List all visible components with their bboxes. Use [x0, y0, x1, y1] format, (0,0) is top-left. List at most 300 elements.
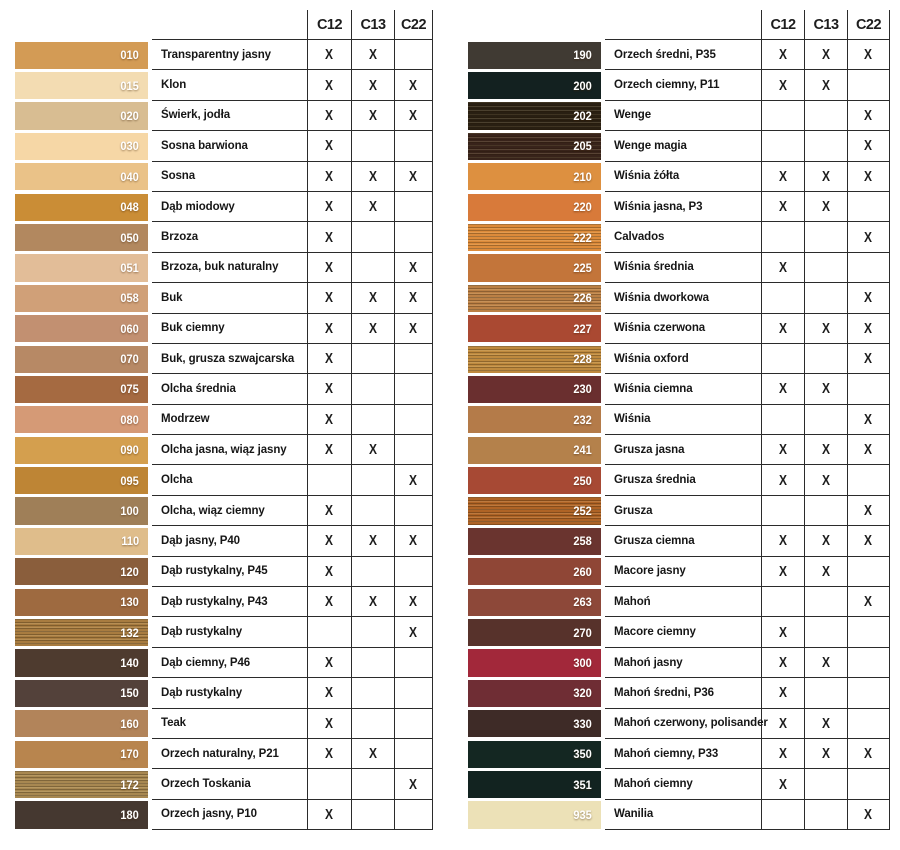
table-row [468, 101, 890, 131]
mark-cell-c12 [308, 374, 352, 404]
mark-cell-c13 [805, 557, 848, 587]
table-row [15, 374, 433, 404]
mark-cell-c12 [308, 131, 352, 161]
mark-cell-c12 [762, 557, 805, 587]
mark-cell-c22 [395, 526, 433, 556]
check-mark: X [778, 471, 787, 489]
mark-cell-c12 [308, 678, 352, 708]
check-mark: X [864, 228, 873, 246]
color-code: 075 [120, 382, 139, 397]
mark-cell-c13 [805, 344, 848, 374]
mark-cell-c12 [308, 557, 352, 587]
right-table-header-row [468, 10, 890, 40]
color-code: 180 [120, 807, 139, 822]
color-swatch [468, 346, 601, 373]
check-mark: X [368, 532, 377, 550]
table-row [468, 709, 890, 739]
table-row [468, 557, 890, 587]
color-name: Olcha [152, 465, 308, 495]
color-swatch [15, 680, 148, 707]
mark-cell-c22 [395, 374, 433, 404]
mark-cell-c22 [848, 344, 890, 374]
color-swatch [15, 346, 148, 373]
color-swatch [15, 376, 148, 403]
color-swatch [15, 497, 148, 524]
swatch-cell [468, 557, 605, 587]
mark-cell-c13 [805, 800, 848, 830]
swatch-cell [468, 162, 605, 192]
check-mark: X [325, 745, 334, 763]
mark-cell-c13 [352, 405, 395, 435]
color-swatch [15, 649, 148, 676]
swatch-cell [468, 40, 605, 70]
color-name: Teak [152, 709, 308, 739]
color-swatch [468, 133, 601, 160]
color-swatch [468, 42, 601, 69]
mark-cell-c12 [762, 101, 805, 131]
swatch-cell [15, 678, 152, 708]
swatch-cell [15, 800, 152, 830]
table-row [15, 739, 433, 769]
table-row [15, 678, 433, 708]
table-row [15, 344, 433, 374]
check-mark: X [409, 76, 418, 94]
table-row [468, 496, 890, 526]
color-code: 222 [573, 230, 592, 245]
table-row [468, 648, 890, 678]
mark-cell-c12 [308, 40, 352, 70]
color-swatch [15, 102, 148, 129]
mark-cell-c12 [308, 435, 352, 465]
color-name: Sosna barwiona [152, 131, 308, 161]
mark-cell-c13 [352, 314, 395, 344]
table-row [15, 162, 433, 192]
table-row [15, 70, 433, 100]
color-name: Transparentny jasny [152, 40, 308, 70]
check-mark: X [864, 167, 873, 185]
mark-cell-c13 [805, 314, 848, 344]
check-mark: X [409, 532, 418, 550]
color-name: Orzech naturalny, P21 [152, 739, 308, 769]
mark-cell-c13 [352, 709, 395, 739]
mark-cell-c13 [352, 101, 395, 131]
mark-cell-c13 [805, 222, 848, 252]
table-row [15, 253, 433, 283]
color-swatch [15, 285, 148, 312]
table-row [468, 769, 890, 799]
mark-cell-c22 [395, 800, 433, 830]
color-swatch [15, 254, 148, 281]
check-mark: X [325, 198, 334, 216]
check-mark: X [864, 532, 873, 550]
check-mark: X [778, 167, 787, 185]
mark-cell-c13 [352, 374, 395, 404]
check-mark: X [778, 380, 787, 398]
color-code: 351 [573, 777, 592, 792]
check-mark: X [864, 137, 873, 155]
color-name: Wiśnia dworkowa [605, 283, 762, 313]
swatch-cell [15, 557, 152, 587]
color-code: 160 [120, 716, 139, 731]
table-row [15, 283, 433, 313]
swatch-cell [468, 526, 605, 556]
mark-cell-c22 [395, 557, 433, 587]
check-mark: X [325, 410, 334, 428]
color-swatch [468, 528, 601, 555]
mark-cell-c13 [352, 435, 395, 465]
swatch-cell [15, 374, 152, 404]
color-name: Macore ciemny [605, 617, 762, 647]
color-name: Calvados [605, 222, 762, 252]
mark-cell-c13 [805, 70, 848, 100]
color-code: 225 [573, 260, 592, 275]
table-row [468, 192, 890, 222]
mark-cell-c13 [352, 253, 395, 283]
color-code: 170 [120, 747, 139, 762]
color-swatch [468, 649, 601, 676]
color-code: 210 [573, 169, 592, 184]
table-row [15, 800, 433, 830]
swatch-cell [15, 101, 152, 131]
mark-cell-c12 [308, 283, 352, 313]
color-code: 263 [573, 595, 592, 610]
column-header-c12: C12 [308, 10, 352, 40]
swatch-cell [468, 374, 605, 404]
color-swatch [468, 741, 601, 768]
table-row [468, 162, 890, 192]
swatch-cell [468, 344, 605, 374]
mark-cell-c22 [848, 101, 890, 131]
color-code: 172 [120, 777, 139, 792]
mark-cell-c22 [848, 435, 890, 465]
mark-cell-c12 [308, 70, 352, 100]
color-swatch [468, 497, 601, 524]
swatch-cell [468, 709, 605, 739]
swatch-cell [15, 465, 152, 495]
check-mark: X [368, 106, 377, 124]
swatch-cell [15, 283, 152, 313]
mark-cell-c13 [352, 678, 395, 708]
swatch-cell [15, 40, 152, 70]
color-name: Olcha jasna, wiąz jasny [152, 435, 308, 465]
swatch-cell [15, 131, 152, 161]
color-name: Dąb rustykalny, P45 [152, 557, 308, 587]
mark-cell-c22 [395, 435, 433, 465]
check-mark: X [778, 76, 787, 94]
mark-cell-c13 [352, 496, 395, 526]
check-mark: X [778, 319, 787, 337]
color-name: Buk, grusza szwajcarska [152, 344, 308, 374]
color-name: Sosna [152, 162, 308, 192]
mark-cell-c12 [308, 465, 352, 495]
color-code: 050 [120, 230, 139, 245]
mark-cell-c12 [762, 678, 805, 708]
mark-cell-c22 [848, 557, 890, 587]
mark-cell-c22 [848, 283, 890, 313]
mark-cell-c22 [395, 648, 433, 678]
check-mark: X [821, 319, 830, 337]
mark-cell-c12 [762, 283, 805, 313]
color-swatch [15, 133, 148, 160]
color-name: Dąb rustykalny [152, 678, 308, 708]
check-mark: X [409, 289, 418, 307]
mark-cell-c13 [805, 496, 848, 526]
mark-cell-c12 [762, 374, 805, 404]
color-code: 252 [573, 504, 592, 519]
check-mark: X [864, 593, 873, 611]
mark-cell-c12 [762, 709, 805, 739]
mark-cell-c22 [848, 405, 890, 435]
mark-cell-c12 [762, 162, 805, 192]
mark-cell-c12 [762, 70, 805, 100]
check-mark: X [368, 76, 377, 94]
check-mark: X [325, 805, 334, 823]
mark-cell-c12 [762, 526, 805, 556]
color-code: 051 [120, 260, 139, 275]
check-mark: X [821, 654, 830, 671]
color-code: 270 [573, 625, 592, 640]
check-mark: X [821, 714, 830, 732]
color-code: 202 [573, 108, 592, 123]
mark-cell-c12 [308, 526, 352, 556]
mark-cell-c12 [308, 162, 352, 192]
swatch-cell [15, 587, 152, 617]
mark-cell-c13 [352, 344, 395, 374]
mark-cell-c12 [308, 587, 352, 617]
mark-cell-c12 [762, 131, 805, 161]
color-name: Mahoń ciemny, P33 [605, 739, 762, 769]
color-swatch [15, 194, 148, 221]
color-code: 095 [120, 473, 139, 488]
mark-cell-c12 [308, 222, 352, 252]
check-mark: X [409, 258, 418, 276]
swatch-cell [15, 222, 152, 252]
check-mark: X [325, 532, 334, 550]
mark-cell-c13 [352, 648, 395, 678]
mark-cell-c13 [352, 557, 395, 587]
mark-cell-c22 [848, 648, 890, 678]
mark-cell-c12 [308, 739, 352, 769]
mark-cell-c12 [308, 101, 352, 131]
color-code: 320 [573, 686, 592, 701]
color-swatch [468, 801, 601, 828]
mark-cell-c22 [848, 800, 890, 830]
color-swatch [468, 254, 601, 281]
table-row [15, 709, 433, 739]
swatch-cell [15, 526, 152, 556]
mark-cell-c22 [395, 405, 433, 435]
table-row [15, 617, 433, 647]
check-mark: X [325, 502, 334, 520]
color-name: Brzoza, buk naturalny [152, 253, 308, 283]
mark-cell-c13 [352, 162, 395, 192]
mark-cell-c22 [848, 526, 890, 556]
mark-cell-c13 [805, 678, 848, 708]
check-mark: X [325, 380, 334, 398]
check-mark: X [864, 805, 873, 823]
mark-cell-c13 [805, 101, 848, 131]
color-swatch [15, 437, 148, 464]
swatch-cell [15, 405, 152, 435]
color-name: Grusza średnia [605, 465, 762, 495]
mark-cell-c22 [395, 162, 433, 192]
table-row [15, 131, 433, 161]
check-mark: X [409, 623, 418, 641]
swatch-cell [15, 70, 152, 100]
check-mark: X [778, 654, 787, 671]
check-mark: X [821, 380, 830, 398]
swatch-cell [468, 405, 605, 435]
color-name: Mahoń [605, 587, 762, 617]
table-row [15, 587, 433, 617]
mark-cell-c13 [805, 526, 848, 556]
mark-cell-c12 [308, 253, 352, 283]
color-name: Wenge [605, 101, 762, 131]
swatch-cell [15, 314, 152, 344]
swatch-cell [15, 253, 152, 283]
mark-cell-c22 [395, 40, 433, 70]
color-name: Mahoń średni, P36 [605, 678, 762, 708]
mark-cell-c13 [805, 283, 848, 313]
color-name: Wiśnia średnia [605, 253, 762, 283]
mark-cell-c22 [395, 192, 433, 222]
check-mark: X [778, 714, 787, 732]
table-row [15, 101, 433, 131]
check-mark: X [864, 46, 873, 64]
table-row [15, 192, 433, 222]
color-name: Dąb ciemny, P46 [152, 648, 308, 678]
table-row [468, 465, 890, 495]
mark-cell-c22 [848, 162, 890, 192]
color-name: Olcha, wiąz ciemny [152, 496, 308, 526]
check-mark: X [368, 46, 377, 64]
check-mark: X [821, 471, 830, 489]
color-name: Klon [152, 70, 308, 100]
check-mark: X [325, 258, 334, 276]
color-code: 080 [120, 412, 139, 427]
swatch-cell [15, 496, 152, 526]
mark-cell-c12 [762, 587, 805, 617]
swatch-cell [468, 283, 605, 313]
check-mark: X [325, 319, 334, 337]
table-row [15, 465, 433, 495]
color-name: Buk ciemny [152, 314, 308, 344]
color-swatch [468, 376, 601, 403]
mark-cell-c12 [308, 709, 352, 739]
color-code: 258 [573, 534, 592, 549]
mark-cell-c13 [352, 283, 395, 313]
check-mark: X [778, 532, 787, 550]
mark-cell-c13 [352, 131, 395, 161]
color-name: Grusza [605, 496, 762, 526]
mark-cell-c12 [308, 192, 352, 222]
color-code: 230 [573, 382, 592, 397]
check-mark: X [325, 46, 334, 64]
color-name: Wenge magia [605, 131, 762, 161]
header-name-spacer [605, 10, 762, 40]
color-name: Brzoza [152, 222, 308, 252]
color-swatch [15, 528, 148, 555]
mark-cell-c12 [762, 800, 805, 830]
mark-cell-c13 [805, 587, 848, 617]
mark-cell-c22 [848, 465, 890, 495]
swatch-cell [15, 192, 152, 222]
color-swatch [468, 680, 601, 707]
mark-cell-c22 [848, 587, 890, 617]
table-row [15, 648, 433, 678]
check-mark: X [325, 289, 334, 307]
color-swatch [468, 194, 601, 221]
swatch-cell [468, 648, 605, 678]
mark-cell-c12 [308, 344, 352, 374]
mark-cell-c13 [805, 648, 848, 678]
column-header-c22: C22 [848, 10, 890, 40]
table-row [468, 253, 890, 283]
color-code: 228 [573, 352, 592, 367]
color-swatch [15, 771, 148, 798]
table-row [468, 800, 890, 830]
color-code: 150 [120, 686, 139, 701]
mark-cell-c22 [848, 617, 890, 647]
header-swatch-spacer [15, 10, 152, 40]
color-code: 226 [573, 291, 592, 306]
table-row [468, 617, 890, 647]
color-code: 260 [573, 564, 592, 579]
mark-cell-c22 [848, 678, 890, 708]
table-row [468, 526, 890, 556]
table-row [15, 405, 433, 435]
color-code: 020 [120, 108, 139, 123]
mark-cell-c13 [352, 617, 395, 647]
check-mark: X [325, 350, 334, 368]
color-code: 250 [573, 473, 592, 488]
mark-cell-c22 [395, 222, 433, 252]
color-code: 120 [120, 564, 139, 579]
color-swatch [468, 224, 601, 251]
check-mark: X [325, 167, 334, 185]
color-swatch [468, 102, 601, 129]
mark-cell-c22 [848, 709, 890, 739]
mark-cell-c22 [848, 314, 890, 344]
table-row [468, 587, 890, 617]
mark-cell-c13 [352, 465, 395, 495]
table-row [468, 131, 890, 161]
column-header-c12: C12 [762, 10, 805, 40]
table-row [15, 769, 433, 799]
color-swatch [15, 406, 148, 433]
check-mark: X [325, 684, 334, 702]
mark-cell-c12 [762, 222, 805, 252]
check-mark: X [325, 441, 334, 459]
mark-cell-c12 [762, 648, 805, 678]
mark-cell-c22 [395, 101, 433, 131]
table-row [468, 40, 890, 70]
swatch-cell [468, 131, 605, 161]
color-code: 010 [120, 48, 139, 63]
color-name: Dąb rustykalny [152, 617, 308, 647]
table-row [15, 435, 433, 465]
mark-cell-c22 [395, 314, 433, 344]
mark-cell-c13 [805, 709, 848, 739]
color-name: Modrzew [152, 405, 308, 435]
color-swatch [15, 589, 148, 616]
mark-cell-c22 [848, 739, 890, 769]
table-row [15, 40, 433, 70]
mark-cell-c12 [308, 496, 352, 526]
swatch-cell [15, 435, 152, 465]
swatch-cell [15, 739, 152, 769]
mark-cell-c22 [848, 70, 890, 100]
